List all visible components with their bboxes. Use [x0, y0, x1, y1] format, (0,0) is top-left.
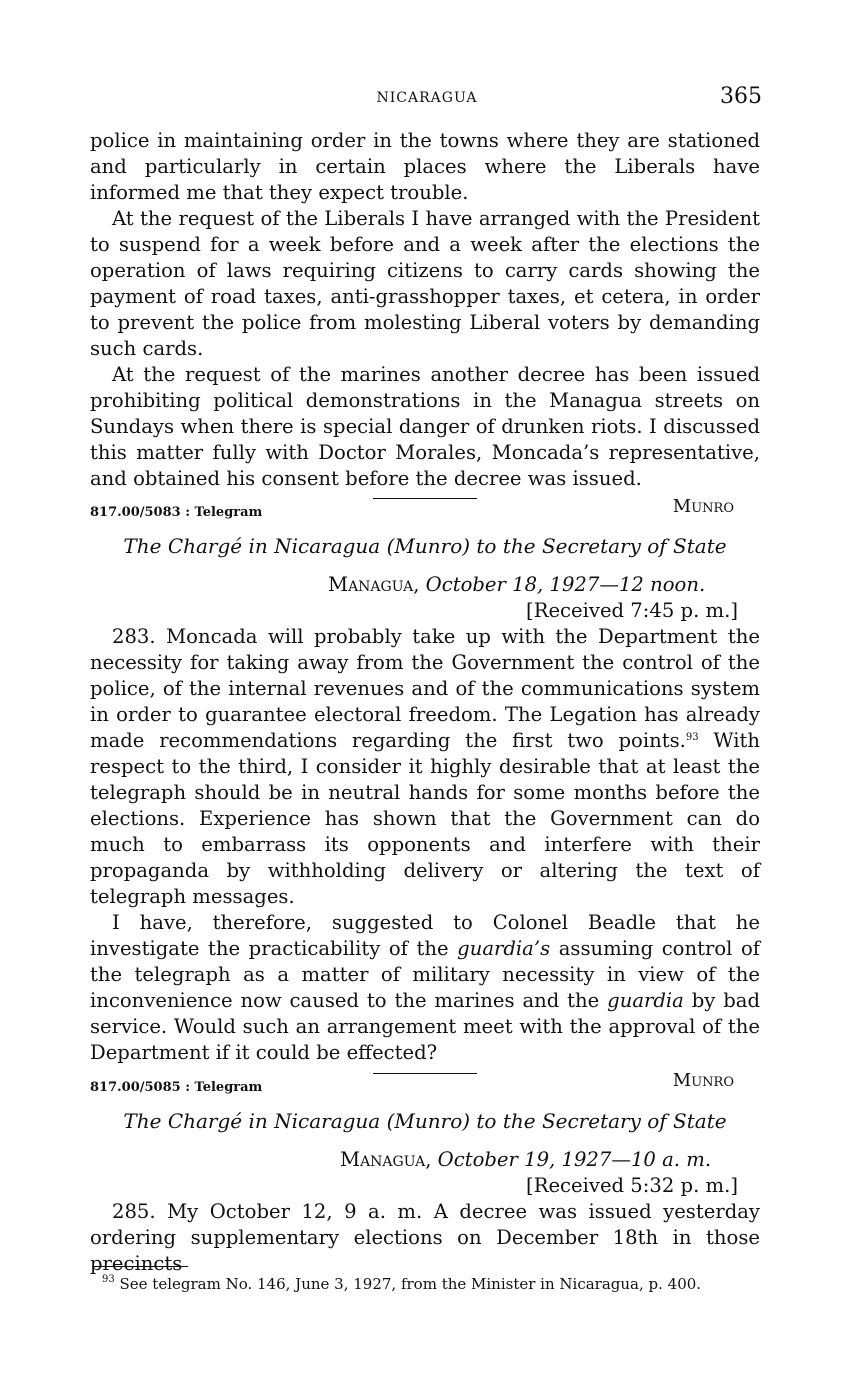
dateline [90, 1147, 760, 1173]
emphasis: guardia’s [457, 937, 551, 960]
paragraph: At the request of the marines another decree has been issued prohibiting political demonstrations in the Managua streets on Sundays when there is special danger of drunken riots. I discussed this matter fully with Doctor Morales, Moncada’s representative, and obtained his consent before the decree was issued. [90, 363, 760, 490]
footnote-marker: 93 [102, 1274, 115, 1285]
received-time: [Received 7:45 p. m.] [526, 599, 738, 622]
paragraph: 285. My October 12, 9 a. m. A decree was issued yesterday ordering supplementary elections on December 18th in those precincts [90, 1200, 760, 1275]
footnote-text: See telegram No. 146, June 3, 1927, from the Minister in Nicaragua, p. 400. [114, 1275, 702, 1293]
running-header [92, 84, 762, 112]
document-heading: The Chargé in Nicaragua (Munro) to the Secretary of State [123, 534, 727, 558]
section-divider [373, 498, 477, 499]
footnote-ref: 93 [685, 732, 699, 743]
document-heading: The Chargé in Nicaragua (Munro) to the Secretary of State [123, 1109, 727, 1133]
paragraph-text: by bad service. Would such an arrangement meet with the approval of the Department if it could be effected? [90, 989, 760, 1064]
dateline-date: October 19, 1927—10 a. m. [437, 1148, 712, 1171]
paragraph-text: I have, therefore, suggested to Colonel Beadle that he investigate the practicability of the [90, 911, 760, 960]
telegram-5083 [90, 498, 760, 1094]
paragraph: At the request of the Liberals I have arranged with the President to suspend for a week before and a week after the elections the operation of laws requiring citizens to carry cards showing the payment of road taxes, anti-grasshopper taxes, et cetera, in order to prevent the police from molesting Liberal voters by demanding such cards. [90, 207, 760, 360]
telegram-5085 [90, 1073, 760, 1277]
file-number: 817.00/5085 : Telegram [90, 1080, 263, 1095]
paragraph-text: With respect to the third, I consider it highly desirable that at least the telegraph should be in neutral hands for some months before the elections. Experience has shown that the Government can do much to embarrass its opponents and interfere with their propaganda by withholding delivery or altering the text of telegraph messages. [90, 729, 760, 908]
dateline [90, 572, 760, 598]
dateline-date: October 18, 1927—12 noon. [425, 573, 706, 596]
paragraph [90, 624, 760, 910]
paragraph-text: 283. Moncada will probably take up with the Department the necessity for taking away from the Government the control of the police, of the internal revenues and of the communications system in order to guarantee electoral freedom. The Legation has already made recommendations regarding the first two points. [90, 625, 760, 752]
received-time: [Received 5:32 p. m.] [526, 1174, 738, 1197]
signature: Munro [672, 1070, 734, 1091]
dateline-place: Managua, [328, 573, 420, 596]
page-number: 365 [720, 84, 762, 109]
telegram-continuation [90, 128, 760, 520]
footnote-divider [92, 1266, 188, 1267]
paragraph-text: assuming control of the telegraph as a matter of military necessity in view of the inconvenience now caused to the marines and the [90, 937, 760, 1012]
paragraph: police in maintaining order in the towns where they are stationed and particularly in certain places where the Liberals have informed me that they expect trouble. [90, 129, 760, 204]
signature: Munro [672, 496, 734, 517]
dateline-place: Managua, [340, 1148, 432, 1171]
emphasis: guardia [607, 989, 684, 1012]
footnote [102, 1273, 701, 1295]
paragraph [90, 910, 760, 1066]
section-divider [373, 1073, 477, 1074]
file-number: 817.00/5083 : Telegram [90, 505, 263, 520]
running-title: NICARAGUA [376, 90, 478, 106]
